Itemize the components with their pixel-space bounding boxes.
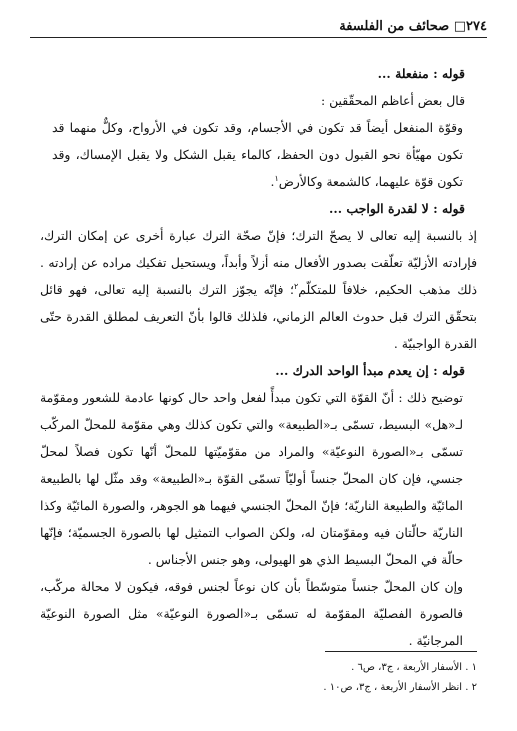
heading-munfaila: قوله : منفعلة ... bbox=[377, 66, 465, 81]
block-quote-end: . bbox=[270, 174, 275, 189]
paragraph-tawdih: توضيح ذلك : أنّ القوّة التي تكون مبدأً لفعل واحد حال كونها عادمة للشعور ومقوّمة لـ«هل» البسيط، تسمّى بـ«الطبيعة» والتي تكون كذلك وهي مقوّمة للمحلّ المركّب تسمّى بـ«الصورة النوعيّة» والمراد من مقوّميّتها للمحلّ أنّها تكون فصلاً لمحلّ جنسي، فإن كان المحلّ جنساً أوليّاً تسمّى القوّة بـ«الطبيعة» وقد مثّل لها بالطبيعة المائيّة والطبيعة الناريّة؛ فإنّ المحلّ الجنسي فيهما هو الجوهر، والصورة المائيّة وكذا الناريّة حالّتان فيه ومقوّمتان له، ولكن الصواب التمثيل لها بالصورة الجسميّة؛ فإنّها حالّة في المحلّ البسيط الذي هو الهيولى، وهو جنس الأجناس . bbox=[40, 390, 463, 567]
footnote-1: ١ . الأسفار الأربعة ، ج٣، ص٦ . bbox=[351, 662, 477, 673]
heading-mabda: قوله : إن يعدم مبدأ الواحد الدرك ... bbox=[275, 363, 465, 378]
paragraph-tark-b: ؛ فإنّه يجوّز الترك بالنسبة إليه تعالى، فهو قائل بتحقّق الترك قبل حدوث العالم الزماني، فلذلك قالوا بأنّ التعريف لمطلق القدرة حتّى القدرة الواجبيّة . bbox=[40, 282, 477, 351]
footnote-marker-1: ١ bbox=[274, 173, 279, 183]
header-title: □ صحائف من الفلسفة bbox=[339, 19, 467, 34]
page-header bbox=[30, 14, 487, 38]
page-number: ٢٧٤ bbox=[466, 19, 487, 34]
block-quote-text: وقوّة المنفعل أيضاً قد تكون في الأجسام، وقد تكون في الأرواح، وكلٌّ منهما قد تكون مهيّأة نحو القبول دون الحفظ، كالماء يقبل الشكل ولا يقبل الإمساك، وقد تكون قوّة عليهما، كالشمعة وكالأرض bbox=[52, 120, 463, 189]
quote-intro: قال بعض أعاظم المحقّقين : bbox=[320, 93, 465, 108]
paragraph-jins-mutawassit: وإن كان المحلّ جنساً متوسّطاً بأن كان نوعاً لجنس فوقه، فيكون لا محالة مركّب، فالصورة الفصليّة المقوّمة له تسمّى بـ«الصورة النوعيّة» مثل الصورة النوعيّة المرجانيّة . bbox=[40, 579, 463, 648]
footnote-divider bbox=[325, 651, 477, 652]
paragraph-tark bbox=[40, 222, 477, 357]
heading-qudrat-wajib: قوله : لا لقدرة الواجب ... bbox=[329, 201, 465, 216]
block-quote bbox=[40, 114, 477, 195]
paragraph-tark-a: إذ بالنسبة إليه تعالى لا يصحّ الترك؛ فإنّ صحّة الترك عبارة أخرى عن إمكان الترك، فإرادته الأزليّة تعلّقت بصدور الأفعال منه أزلاً وأبداً، ويستحيل تفكيك مراده عن إرادته . ذلك مذهب الحكيم، خلافاً للمتكلّم bbox=[40, 228, 477, 297]
footnote-2: ٢ . انظر الأسفار الأربعة ، ج٣، ص١٠ . bbox=[323, 682, 477, 693]
footnote-marker-2: ٢ bbox=[293, 281, 299, 291]
page-body bbox=[40, 60, 477, 654]
